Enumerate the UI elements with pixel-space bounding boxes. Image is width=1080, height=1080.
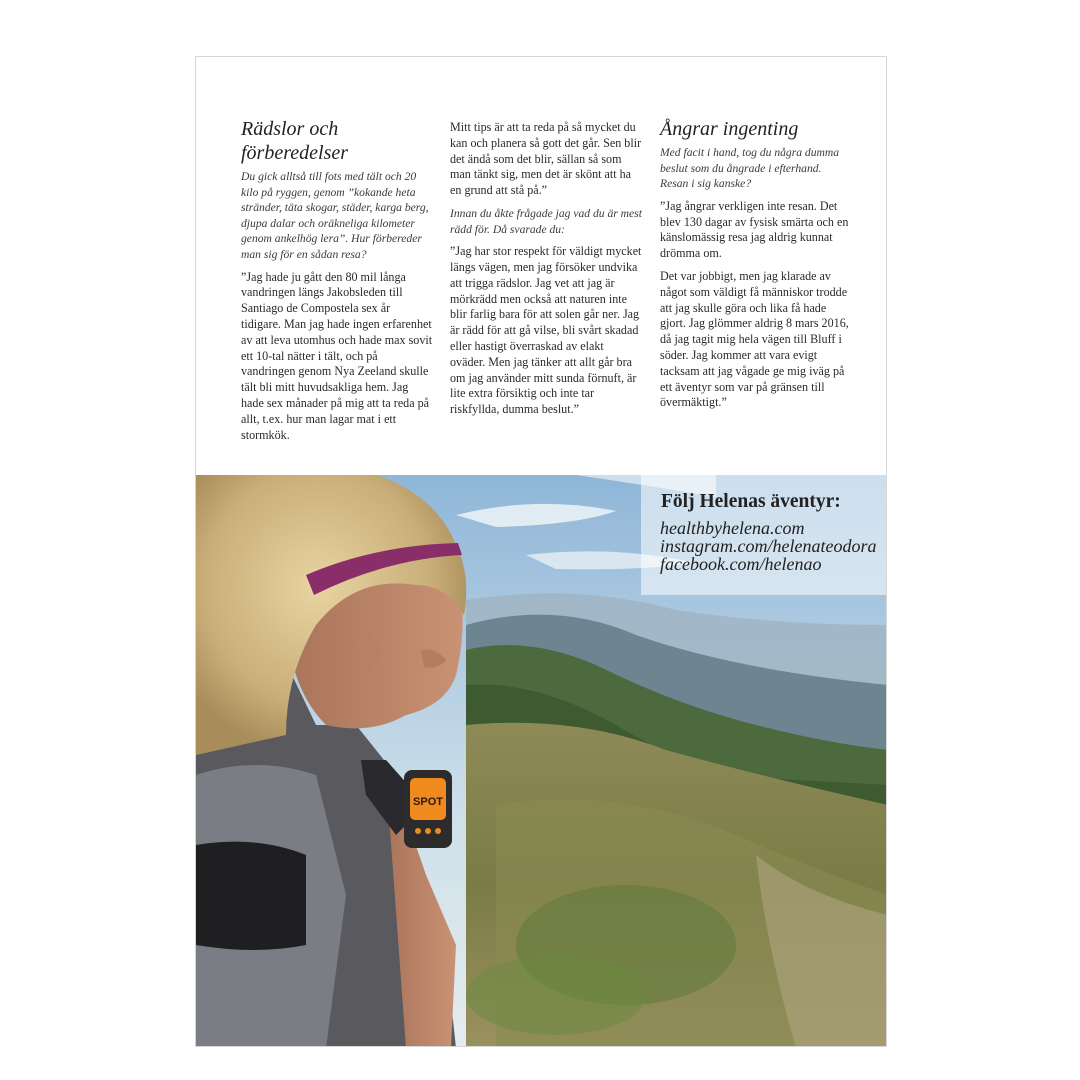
- device-logo-text: SPOT: [413, 796, 443, 808]
- interview-question: Innan du åkte frågade jag vad du är mest rädd för. Då svarade du:: [450, 206, 642, 236]
- column-1: [241, 117, 433, 450]
- interview-answer: ”Jag har stor respekt för väldigt mycket längs vägen, men jag försöker undvika att trigga rädslor. Jag vet att jag är mörkrädd men också att naturen inte blir farlig bara för att solen går ner. Jag är rädd för att gå vilse, bli svårt skadad eller hastigt överraskad av elakt oväder. Men jag tänker att allt går bra om jag använder mitt sunda förnuft, är lite extra försiktig och inte tar riskfyllda, dumma beslut.”: [450, 244, 642, 417]
- column-3: [660, 117, 852, 418]
- section-heading-no-regrets: Ångrar ingenting: [660, 118, 799, 140]
- magazine-page: [195, 56, 887, 1047]
- hiker-photo: [196, 475, 887, 1047]
- section-heading-fears: Rädslor och förberedelser: [241, 118, 349, 164]
- interview-question: Med facit i hand, tog du några dumma beslut som du ångrade i efterhand. Resan i sig kanske?: [660, 146, 840, 191]
- interview-answer: ”Jag ångrar verkligen inte resan. Det blev 130 dagar av fysisk smärta och en känslomässig resa jag aldrig kunnat drömma om.: [660, 198, 849, 261]
- website-link[interactable]: healthbyhelena.com: [660, 518, 805, 538]
- follow-box: [641, 475, 887, 595]
- interview-answer-continued: Det var jobbigt, men jag klarade av något som väldigt få människor trodde att jag skulle göra och lika få hade gjort. Jag glömmer aldrig 8 mars 2016, då jag tagit mig hela vägen till Bluff i söder. Jag kommer att vara evigt tacksam att jag vågade ge mig iväg på ett äventyr som var på gränsen till övermäktigt.”: [660, 268, 849, 410]
- facebook-link[interactable]: facebook.com/helenao: [660, 554, 822, 574]
- answer-continued: Mitt tips är att ta reda på så mycket du kan och planera så gott det går. Sen blir det ändå som det blir, sällan så som man tänkt sig, men det är skönt att ha en grund att stå på.”: [450, 120, 642, 198]
- interview-answer: ”Jag hade ju gått den 80 mil långa vandringen längs Jakobsleden till Santiago de Compostela sex år tidigare. Man jag hade ingen erfarenhet av att leva utomhus och hade max sovit ett 10-tal nätter i tält, och på vandringen genom Nya Zeeland skulle tält bli mitt huvudsakliga hem. Jag hade sex månader på mig att ta reda på allt, t.ex. hur man lagar mat i ett stormkök.: [241, 269, 433, 442]
- interview-question: Du gick alltså till fots med tält och 20 kilo på ryggen, genom ”kokande heta stränder, täta skogar, städer, karga berg, djupa dalar och oräkneliga kilometer genom ankelhög lera”. Hur förbereder man sig för en sådan resa?: [241, 170, 429, 261]
- column-2: [450, 120, 642, 425]
- follow-links: [660, 519, 876, 573]
- follow-title: Följ Helenas äventyr:: [661, 491, 841, 512]
- instagram-link[interactable]: instagram.com/helenateodora: [660, 536, 877, 556]
